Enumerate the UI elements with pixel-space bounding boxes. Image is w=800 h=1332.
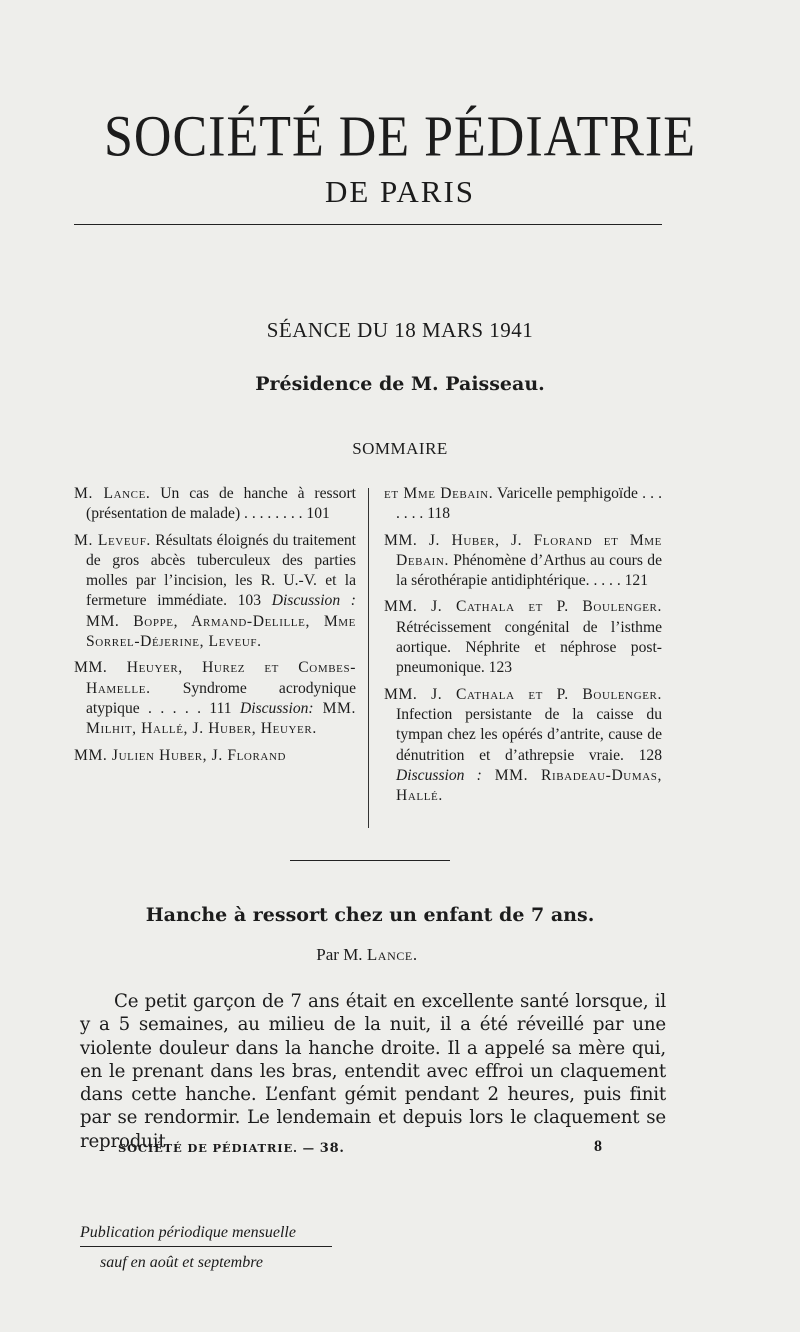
summary-entry <box>74 658 356 739</box>
discussion-label: Discussion : <box>271 592 356 610</box>
summary-entry <box>384 685 662 807</box>
entry-text: Rétrécissement congénital de l’isthme aortique. Néphrite et néphrose post-pneumonique. 123 <box>396 618 662 677</box>
discussion-names: MM. Ribadeau-Dumas, Hallé. <box>396 766 662 805</box>
entry-text: Syndrome acrodynique atypique . . . . . 111 <box>86 679 356 717</box>
discussion-label: Discussion : <box>396 766 482 784</box>
summary-left-column <box>74 484 356 772</box>
section-rule <box>290 860 450 861</box>
entry-text: Infection persistante de la caisse du tympan chez les opérés d’antrite, cause de dénutrition et d’athrepsie vraie. 128 <box>396 705 662 764</box>
running-head: SOCIÉTÉ DE PÉDIATRIE. — <box>118 1141 320 1155</box>
entry-author: MM. J. Cathala et P. Boulenger. <box>384 598 662 616</box>
article-body <box>80 990 666 1153</box>
article-paragraph: Ce petit garçon de 7 ans était en excellente santé lorsque, il y a 5 semaines, au milieu de la nuit, il a été réveillé par une violente douleur dans la hanche droite. Il a appelé sa mère qui, en le prenant dans les bras, entendit avec effroi un claquement dans cette hanche. L’enfant gémit pendant 2 heures, puis finit par se rendormir. Le lendemain et depuis lors le claquement se reproduit <box>80 991 666 1152</box>
header-rule <box>74 224 662 225</box>
sheet-number: 8 <box>594 1138 602 1155</box>
publication-rule <box>80 1246 332 1247</box>
volume-number: 38. <box>319 1141 345 1156</box>
session-president: Présidence de M. Paisseau. <box>255 373 545 395</box>
byline-author: Lance. <box>366 945 418 964</box>
entry-text: Un cas de hanche à ressort (présentation de malade) . . . . . . . . 101 <box>86 485 356 523</box>
discussion-names: MM. Boppe, Armand-Delille, Mme Sorrel-Déjerine, Leveuf. <box>86 612 356 651</box>
byline-prefix: Par M. <box>316 945 367 964</box>
summary-entry <box>74 531 356 653</box>
discussion-label: Discussion: <box>239 699 314 717</box>
entry-text: Varicelle pemphigoïde . . . . . . . 118 <box>396 485 662 523</box>
discussion-names: MM. Milhit, Hallé, J. Huber, Heuyer. <box>86 699 356 738</box>
summary-entry <box>74 746 356 766</box>
article-byline <box>0 945 734 965</box>
entry-author: M. Leveuf. <box>74 531 151 549</box>
publication-frequency: Publication périodique mensuelle <box>80 1224 296 1241</box>
publication-exception: sauf en août et septembre <box>100 1254 263 1271</box>
summary-entry <box>384 484 662 525</box>
session-date: SÉANCE DU 18 MARS 1941 <box>266 318 534 342</box>
summary-heading: SOMMAIRE <box>352 439 448 458</box>
society-subtitle: DE PARIS <box>324 174 476 209</box>
entry-author: MM. Heuyer, Hurez et Combes-Hamelle. <box>74 659 356 697</box>
summary-right-column <box>384 484 662 812</box>
entry-author: MM. Julien Huber, J. Florand <box>74 746 287 764</box>
entry-author: M. Lance. <box>74 485 151 502</box>
society-title: SOCIÉTÉ DE PÉDIATRIE <box>104 105 696 169</box>
running-footer <box>118 1141 345 1156</box>
summary-entry <box>384 597 662 678</box>
column-divider <box>368 488 369 828</box>
article-title: Hanche à ressort chez un enfant de 7 ans. <box>145 904 595 926</box>
entry-text: Phénomène d’Arthus au cours de la sérothérapie antidiphtérique. . . . . 121 <box>396 551 662 590</box>
entry-author: MM. J. Huber, J. Florand et Mme Debain. <box>384 531 662 569</box>
entry-author: et Mme Debain. <box>384 485 494 502</box>
entry-text: Résultats éloignés du traitement de gros abcès tuberculeux des parties molles par l’incision, les R. U.-V. et la fermeture immédiate. 103 <box>86 531 357 610</box>
summary-entry <box>74 484 356 525</box>
summary-entry <box>384 531 662 592</box>
entry-author: MM. J. Cathala et P. Boulenger. <box>384 685 662 703</box>
